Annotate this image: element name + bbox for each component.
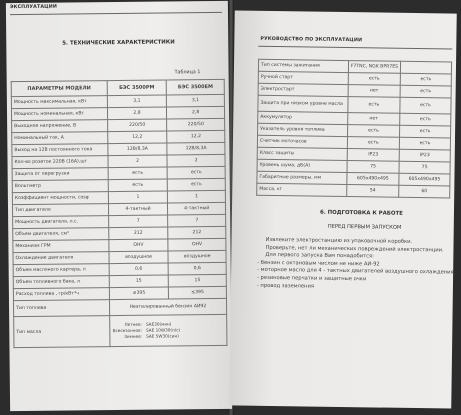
cell-value: 220/50: [167, 118, 225, 131]
instruction-line: - бензин с октановым числом не ниже АИ-92: [257, 259, 380, 268]
cell-value: есть: [348, 97, 400, 114]
cell-value: 0,6: [109, 263, 169, 276]
cell-value: 212: [168, 226, 226, 239]
page-header: РУКОВОДСТВО ПО ЭКСПЛУАТАЦИИ: [260, 36, 363, 44]
cell-label: Номинальный ток, А: [12, 132, 108, 145]
instruction-line: Для первого запуска Вам понадобится:: [265, 252, 374, 260]
cell-value: ≤395: [109, 287, 169, 300]
cell-label: Мощность номинальная, кВт: [11, 108, 107, 121]
spec-table: [11, 79, 228, 348]
cell-label: Коэффициент мощности, cosφ: [12, 192, 108, 205]
subsection-title: ПЕРЕД ПЕРВЫМ ЗАПУСКОМ: [327, 223, 402, 231]
cell-label: Выход на 12В постоянного тока: [12, 144, 108, 157]
cell-value: есть: [347, 137, 399, 150]
spec-table-continued: [256, 59, 452, 199]
cell-value: 2: [167, 154, 225, 167]
cell-label: Масса, кг: [257, 183, 347, 196]
cell-label: Ручной старт: [258, 71, 348, 84]
cell-value: 4-тактный: [168, 202, 226, 215]
cell-label: Электростарт: [258, 83, 348, 96]
cell-label: Вольтметр: [12, 180, 108, 193]
cell-value: есть: [400, 113, 451, 126]
cell-value: есть: [168, 178, 226, 191]
cell-value: 7: [108, 215, 168, 228]
cell-label: Тип двигателя: [12, 204, 108, 217]
cell-label: Объем топливного бака, л: [13, 276, 109, 289]
left-page: [6, 1, 232, 411]
cell-value: 12,2: [107, 131, 167, 144]
cell-value: есть: [400, 97, 451, 114]
oil-grade: SAE30(мин): [145, 321, 172, 327]
cell-label: Габаритные размеры, мм: [257, 171, 347, 184]
instruction-line: - моторное масло для 4 - тактных двигателей воздушного охлаждения: [257, 267, 454, 276]
cell-value: OHV: [109, 239, 169, 252]
cell-value: есть: [400, 125, 451, 138]
cell-value: 1: [108, 191, 168, 204]
cell-value: 3,1: [107, 95, 167, 108]
cell-value: 2,8: [107, 107, 167, 120]
cell-value: [400, 61, 451, 74]
cell-value: есть: [108, 179, 168, 192]
table-number: Таблица 1: [174, 70, 201, 76]
section-title: 6. ПОДГОТОВКА К РАБОТЕ: [319, 209, 403, 217]
table-row: [14, 314, 227, 347]
cell-label: Класс защиты: [257, 147, 347, 160]
cell-label: Мощность двигателя, л.с.: [13, 216, 109, 229]
cell-value: есть: [348, 73, 400, 86]
instruction-line: Извлеките электростанцию из упаковочной коробки.: [265, 236, 413, 245]
cell-value: Неэтилированный бензин АИ92: [109, 298, 226, 315]
cell-value: 15: [109, 275, 169, 288]
cell-value: 212: [108, 227, 168, 240]
cell-value: 54: [346, 185, 398, 198]
cell-value: 1: [168, 190, 226, 203]
cell-label: Мощность максимальная, кВт: [11, 96, 107, 109]
cell-value: 0,6: [168, 262, 226, 275]
cell-value: 15: [169, 274, 227, 287]
cell-label: Механизм ГРМ: [13, 240, 109, 253]
cell-value: IP23: [347, 149, 399, 162]
cell-label: Тип масла: [14, 316, 110, 348]
cell-value: 3,1: [167, 94, 225, 107]
cell-value: 605х490х495: [399, 173, 450, 186]
cell-value: OHV: [168, 238, 226, 251]
oil-season: Зимнее:: [124, 333, 143, 339]
cell-value: 605х490х495: [347, 173, 399, 186]
cell-value: 12В/8,3А: [167, 142, 225, 155]
cell-label: Кол-во розеток 220В (16А),шт: [12, 156, 108, 169]
header-rule: [10, 12, 222, 15]
instructions-text: [257, 237, 454, 293]
oil-types-cell: [109, 314, 227, 346]
cell-value: 12В/8,3А: [108, 143, 168, 156]
cell-label: Тип системы зажигания: [258, 59, 348, 72]
cell-value: IP23: [399, 149, 450, 162]
cell-label: Аккумулятор: [258, 111, 348, 124]
cell-value: 7: [168, 214, 226, 227]
oil-season: Летнее:: [124, 321, 142, 327]
cell-value: воздушное: [109, 251, 169, 264]
page-header: ЭКСПЛУАТАЦИИ: [9, 4, 57, 11]
right-page: [229, 10, 456, 408]
table-row: [257, 183, 450, 198]
cell-value: 75: [347, 161, 399, 174]
cell-label: Расход топлива , гр/кВт*ч: [13, 288, 109, 301]
cell-value: 75: [399, 161, 450, 174]
oil-grade: SAE 10W30(п/с): [145, 327, 181, 333]
cell-label: Защита от перегрузки: [12, 168, 108, 181]
cell-label: Счетчик моточасов: [257, 135, 347, 148]
cell-value: есть: [347, 125, 399, 138]
section-title: 5. ТЕХНИЧЕСКИЕ ХАРАКТЕРИСТИКИ: [62, 39, 175, 47]
cell-value: есть: [400, 73, 451, 86]
cell-value: 220/50: [107, 119, 167, 132]
instruction-line: - резиновые перчатки и защитные очки: [256, 274, 367, 283]
cell-value: нет: [348, 85, 400, 98]
cell-label: Выходное напряжение, В: [12, 120, 108, 133]
cell-value: есть: [399, 137, 450, 150]
cell-value: 60: [399, 185, 450, 198]
header-rule: [258, 46, 452, 50]
cell-value: есть: [108, 167, 168, 180]
oil-season: Всесезонное:: [112, 327, 143, 334]
cell-value: 2: [108, 155, 168, 168]
cell-value: есть: [400, 85, 451, 98]
cell-label: Защита при низком уровне масла: [258, 95, 348, 112]
column-header: ПАРАМЕТРЫ МОДЕЛИ: [11, 81, 107, 97]
oil-grade: SAE 5W30(син): [146, 333, 179, 339]
cell-value: нет: [347, 113, 399, 126]
instruction-line: - провод заземления: [256, 282, 315, 290]
cell-value: 12,2: [167, 130, 225, 143]
column-header: БЭС 3500ЕМ: [167, 79, 225, 95]
cell-value: 2,8: [167, 106, 225, 119]
cell-value: F7TNC, NGK BPR7ES: [348, 61, 400, 74]
instruction-line: Проверьте, нет ли механических повреждений электростанции.: [265, 244, 444, 254]
cell-value: воздушное: [168, 250, 226, 263]
cell-label: Объем двигателя, см³: [13, 228, 109, 241]
cell-value: есть: [167, 166, 225, 179]
column-header: БЭС 3500РМ: [107, 80, 167, 96]
cell-label: Охлаждение двигателя: [13, 252, 109, 265]
cell-label: Указатель уровня топлива: [258, 123, 348, 136]
cell-label: Уровень шума, дБ(А): [257, 159, 347, 172]
cell-value: ≤395: [169, 286, 227, 299]
cell-label: Объем масляного картера, л: [13, 264, 109, 277]
cell-label: Тип топлива: [13, 300, 109, 317]
cell-value: 4-тактный: [108, 203, 168, 216]
